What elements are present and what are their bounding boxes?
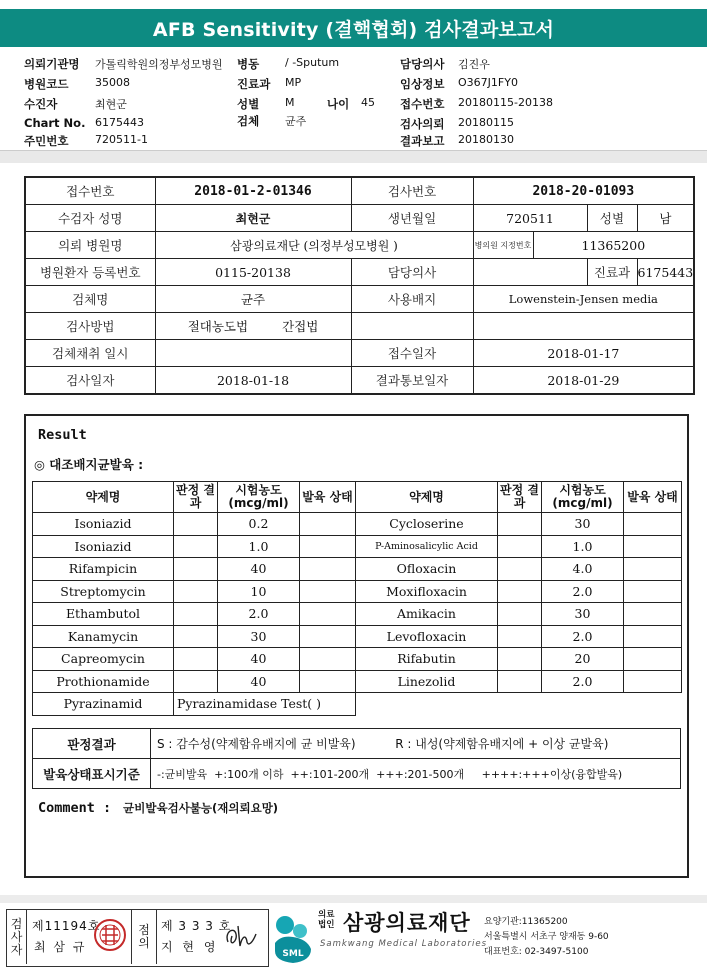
ward-label: 병동 xyxy=(237,57,260,71)
drug-name: Ofloxacin xyxy=(356,558,498,581)
judgement xyxy=(174,535,218,558)
clinical-info-label: 임상정보 xyxy=(400,77,445,91)
chart-label: Chart No. xyxy=(24,116,86,130)
drug-name: Streptomycin xyxy=(33,580,174,603)
test-concentration: 10 xyxy=(218,580,300,603)
pza-test: Pyrazinamidase Test( ) xyxy=(174,693,356,716)
judgement xyxy=(498,558,542,581)
resident-label: 주민번호 xyxy=(24,134,69,148)
sex: 남 xyxy=(637,205,694,232)
test-concentration: 4.0 xyxy=(542,558,624,581)
test-concentration: 1.0 xyxy=(218,535,300,558)
drug-row xyxy=(33,558,682,581)
drug-name: Cycloserine xyxy=(356,513,498,536)
growth-status xyxy=(624,625,682,648)
judgement xyxy=(498,535,542,558)
doctor-label: 담당의사 xyxy=(400,57,445,71)
tester-no: 제11194호 xyxy=(32,919,101,933)
drug-row xyxy=(33,670,682,693)
col-growth: 발육 상태 xyxy=(300,482,356,513)
test-concentration: 2.0 xyxy=(218,603,300,626)
drug-row xyxy=(33,603,682,626)
drug-name: Kanamycin xyxy=(33,625,174,648)
reviewer-label-cell xyxy=(131,910,157,964)
judge-s: S : 감수성(약제함유배지에 균 비발육) xyxy=(157,737,356,751)
drug-row xyxy=(33,625,682,648)
test-concentration: 40 xyxy=(218,670,300,693)
designated-no-label: 병의원 지정번호 xyxy=(473,232,533,259)
method-indirect: 간접법 xyxy=(282,319,319,334)
doctor xyxy=(473,259,587,286)
col-judge: 판정 결과 xyxy=(174,482,218,513)
department: MP xyxy=(285,76,302,89)
test-concentration: 40 xyxy=(218,558,300,581)
drug-name: P-Aminosalicylic Acid xyxy=(356,535,498,558)
receipt-no: 2018-01-2-01346 xyxy=(155,177,351,205)
test-concentration: 2.0 xyxy=(542,580,624,603)
receipt-no: 20180115-20138 xyxy=(458,96,553,109)
judge-r: R : 내성(약제함유배지에 + 이상 균발육) xyxy=(395,737,609,751)
drug-name: Amikacin xyxy=(356,603,498,626)
reviewer-name: 지 현 영 xyxy=(161,940,219,954)
judgement xyxy=(498,648,542,671)
comment-text: 균비발육검사불능(재의뢰요망) xyxy=(123,801,279,815)
report-title: AFB Sensitivity (결핵협회) 검사결과보고서 xyxy=(0,9,707,47)
drug-name: Prothionamide xyxy=(33,670,174,693)
lab-english-name: Samkwang Medical Laboratories xyxy=(320,939,488,949)
growth-status xyxy=(300,580,356,603)
col-conc: 시험농도 (mcg/ml) xyxy=(218,482,300,513)
test-no-label: 검사번호 xyxy=(351,177,473,205)
specimen-label: 검체명 xyxy=(25,286,155,313)
growth-status xyxy=(300,648,356,671)
tester-label: 검사자 xyxy=(10,916,23,957)
report-label: 결과보고 xyxy=(400,134,445,148)
growth-status xyxy=(624,558,682,581)
growth-status xyxy=(300,625,356,648)
test-concentration: 30 xyxy=(542,513,624,536)
growth-legend: -:균비발육 +:100개 이하 ++:101-200개 +++:201-500개 ++++:+++이상(융합발육) xyxy=(151,759,681,789)
test-concentration: 2.0 xyxy=(542,625,624,648)
growth-status xyxy=(300,513,356,536)
collect-label: 검체채취 일시 xyxy=(25,340,155,367)
pza-drug: Pyrazinamid xyxy=(33,693,174,716)
test-request-date: 20180115 xyxy=(458,116,514,129)
specimen: 균주 xyxy=(285,115,307,128)
drug-name: Ethambutol xyxy=(33,603,174,626)
dob: 720511 xyxy=(473,205,587,232)
drug-sensitivity-table xyxy=(32,481,682,716)
clinical-info: O367J1FY0 xyxy=(458,76,518,89)
media: Lowenstein-Jensen media xyxy=(473,286,694,313)
test-date-label: 검사일자 xyxy=(25,367,155,395)
judgement xyxy=(498,625,542,648)
drug-name: Isoniazid xyxy=(33,513,174,536)
test-concentration: 30 xyxy=(218,625,300,648)
footer-divider xyxy=(0,895,707,903)
department-label: 진료과 xyxy=(237,77,271,91)
dept-label: 진료과 xyxy=(587,259,637,286)
result-title: Result xyxy=(38,427,87,443)
test-concentration: 40 xyxy=(218,648,300,671)
drug-row xyxy=(33,648,682,671)
method xyxy=(155,313,351,340)
judgement xyxy=(498,513,542,536)
collect xyxy=(155,340,351,367)
judge-label: 판정결과 xyxy=(33,729,151,759)
sex-label: 성별 xyxy=(587,205,637,232)
drug-row xyxy=(33,535,682,558)
growth-status xyxy=(624,535,682,558)
legend-table xyxy=(32,728,681,789)
method-absolute: 절대농도법 xyxy=(187,319,249,334)
patient-name: 최현군 xyxy=(155,205,351,232)
sex-label: 성별 xyxy=(237,97,260,111)
growth-status xyxy=(624,648,682,671)
judgement xyxy=(174,670,218,693)
hospital-code: 35008 xyxy=(95,76,130,89)
drug-name: Isoniazid xyxy=(33,535,174,558)
judgement xyxy=(498,603,542,626)
receive-label: 접수일자 xyxy=(351,340,473,367)
specimen-info-table xyxy=(24,176,695,395)
doctor-label: 담당의사 xyxy=(351,259,473,286)
judgement xyxy=(174,558,218,581)
dept: 6175443 xyxy=(637,259,694,286)
notify-label: 결과통보일자 xyxy=(351,367,473,395)
judgement xyxy=(174,513,218,536)
col-judge-2: 판정 결과 xyxy=(498,482,542,513)
lab-address: 서울특별시 서초구 양재동 9-60 xyxy=(484,932,609,942)
drug-rows xyxy=(33,513,682,693)
hospital-label: 의뢰 병원명 xyxy=(25,232,155,259)
hospital: 삼광의료재단 (의정부성모병원 ) xyxy=(155,232,473,259)
receipt-no-label: 접수번호 xyxy=(25,177,155,205)
judgement xyxy=(174,625,218,648)
comment xyxy=(38,800,278,816)
receive-date: 2018-01-17 xyxy=(473,340,694,367)
specimen: 균주 xyxy=(155,286,351,313)
specimen-label: 검체 xyxy=(237,114,260,128)
judgement xyxy=(498,580,542,603)
patient-name-label: 수검자 성명 xyxy=(25,205,155,232)
media-label: 사용배지 xyxy=(351,286,473,313)
method-empty-2 xyxy=(473,313,694,340)
drug-name: Capreomycin xyxy=(33,648,174,671)
judgement xyxy=(498,670,542,693)
col-growth-2: 발육 상태 xyxy=(624,482,682,513)
drug-name: Rifampicin xyxy=(33,558,174,581)
header-divider xyxy=(0,150,707,163)
control-medium-growth: ◎ 대조배지균발육 : xyxy=(34,457,144,472)
growth-status xyxy=(624,513,682,536)
reviewer-signature-icon xyxy=(222,922,260,952)
doctor: 김진우 xyxy=(458,58,490,71)
sml-logo-icon xyxy=(271,911,315,965)
report-date: 20180130 xyxy=(458,133,514,146)
drug-name: Linezolid xyxy=(356,670,498,693)
patient-reg-label: 병원환자 등록번호 xyxy=(25,259,155,286)
tester-label-cell xyxy=(7,910,27,964)
test-concentration: 0.2 xyxy=(218,513,300,536)
growth-status xyxy=(624,670,682,693)
tester-seal-icon xyxy=(93,917,127,953)
method-label: 검사방법 xyxy=(25,313,155,340)
receipt-no-label: 접수번호 xyxy=(400,97,445,111)
age: 45 xyxy=(361,96,375,109)
reviewer-no: 제 3 3 3 호 xyxy=(161,919,232,933)
notify-date: 2018-01-29 xyxy=(473,367,694,395)
requesting-org-label: 의뢰기관명 xyxy=(24,57,80,71)
chart-no: 6175443 xyxy=(95,116,144,129)
judgement xyxy=(174,580,218,603)
hospital-code-label: 병원코드 xyxy=(24,77,69,91)
test-concentration: 30 xyxy=(542,603,624,626)
growth-status xyxy=(300,535,356,558)
col-conc-2: 시험농도 (mcg/ml) xyxy=(542,482,624,513)
test-concentration: 1.0 xyxy=(542,535,624,558)
method-empty xyxy=(351,313,473,340)
comment-label: Comment : xyxy=(38,800,112,816)
drug-row xyxy=(33,580,682,603)
growth-status xyxy=(624,580,682,603)
judgement xyxy=(174,648,218,671)
lab-prefix: 의료 법인 xyxy=(318,910,335,930)
lab-phone: 대표번호: 02-3497-5100 xyxy=(484,947,589,957)
growth-status xyxy=(300,603,356,626)
drug-name: Levofloxacin xyxy=(356,625,498,648)
age-label: 나이 xyxy=(327,97,350,111)
tester-name: 최 삼 규 xyxy=(34,940,87,954)
growth-status xyxy=(624,603,682,626)
lab-name: 삼광의료재단 xyxy=(343,911,471,935)
pza-spacer xyxy=(356,693,682,716)
designated-no: 11365200 xyxy=(533,232,694,259)
growth-status xyxy=(300,558,356,581)
col-drug: 약제명 xyxy=(33,482,174,513)
test-date: 2018-01-18 xyxy=(155,367,351,395)
growth-label: 발육상태표시기준 xyxy=(33,759,151,789)
requesting-org: 가톨릭학원의정부성모병원 xyxy=(95,58,223,71)
judgement xyxy=(174,603,218,626)
logo-text: SML xyxy=(282,949,304,959)
patient-label: 수진자 xyxy=(24,97,58,111)
patient-reg: 0115-20138 xyxy=(155,259,351,286)
dob-label: 생년월일 xyxy=(351,205,473,232)
test-concentration: 2.0 xyxy=(542,670,624,693)
growth-status xyxy=(300,670,356,693)
test-no: 2018-20-01093 xyxy=(473,177,694,205)
drug-row xyxy=(33,513,682,536)
judge-legend xyxy=(151,729,681,759)
test-request-label: 검사의뢰 xyxy=(400,117,445,131)
lab-code: 요양기관:11365200 xyxy=(484,917,568,927)
ward: / -Sputum xyxy=(285,56,340,69)
patient-name: 최현군 xyxy=(95,98,127,111)
sex: M xyxy=(285,96,295,109)
col-drug-2: 약제명 xyxy=(356,482,498,513)
reviewer-label: 점의 xyxy=(138,923,150,950)
resident-no: 720511-1 xyxy=(95,133,148,146)
drug-name: Moxifloxacin xyxy=(356,580,498,603)
drug-name: Rifabutin xyxy=(356,648,498,671)
test-concentration: 20 xyxy=(542,648,624,671)
